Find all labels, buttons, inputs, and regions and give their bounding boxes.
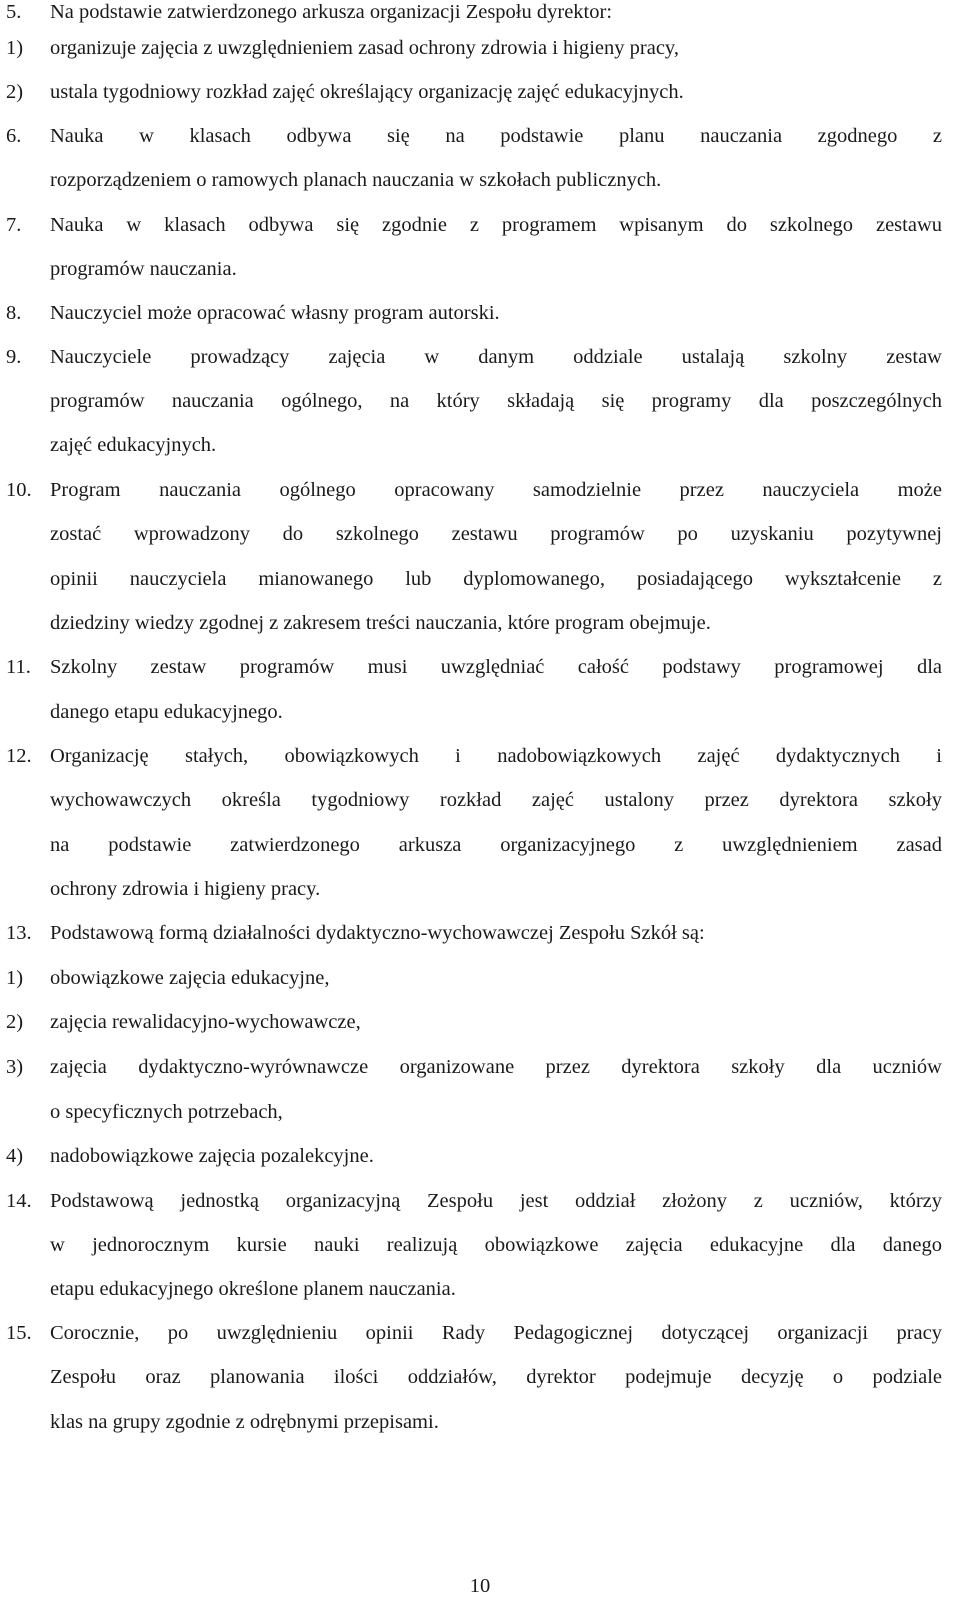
item-text: na podstawie zatwierdzonego arkusza organizacyjnego z uwzględnieniem zasad (50, 834, 942, 856)
item-text: Podstawową formą działalności dydaktyczno-wychowawczej Zespołu Szkół są: (50, 922, 705, 944)
item-number: 2) (6, 1011, 24, 1033)
item-number: 10. (6, 479, 32, 501)
item-text: zajęcia rewalidacyjno-wychowawcze, (50, 1011, 361, 1033)
item-number: 7. (6, 214, 22, 236)
item-text: Corocznie, po uwzględnieniu opinii Rady Pedagogicznej dotyczącej organizacji pracy (50, 1322, 942, 1344)
item-number: 9. (6, 346, 22, 368)
item-text: programów nauczania. (50, 258, 237, 280)
item-text: wychowawczych określa tygodniowy rozkład zajęć ustalony przez dyrektora szkoły (50, 789, 942, 811)
item-text: klas na grupy zgodnie z odrębnymi przepisami. (50, 1411, 439, 1433)
item-number: 1) (6, 37, 24, 59)
item-text: zostać wprowadzony do szkolnego zestawu programów po uzyskaniu pozytywnej (50, 523, 942, 545)
item-text: nadobowiązkowe zajęcia pozalekcyjne. (50, 1145, 374, 1167)
item-text: danego etapu edukacyjnego. (50, 701, 283, 723)
item-text: etapu edukacyjnego określone planem nauczania. (50, 1278, 456, 1300)
item-text: dziedziny wiedzy zgodnej z zakresem treści nauczania, które program obejmuje. (50, 612, 711, 634)
item-number: 11. (6, 656, 31, 678)
item-text: w jednorocznym kursie nauki realizują obowiązkowe zajęcia edukacyjne dla danego (50, 1234, 942, 1256)
item-text: ochrony zdrowia i higieny pracy. (50, 878, 321, 900)
item-text: Organizację stałych, obowiązkowych i nadobowiązkowych zajęć dydaktycznych i (50, 745, 942, 767)
item-number: 5. (6, 1, 22, 23)
item-text: rozporządzeniem o ramowych planach nauczania w szkołach publicznych. (50, 169, 662, 191)
item-text: o specyficznych potrzebach, (50, 1101, 283, 1123)
item-number: 14. (6, 1190, 32, 1212)
item-text: Podstawową jednostką organizacyjną Zespołu jest oddział złożony z uczniów, którzy (50, 1190, 942, 1212)
item-number: 6. (6, 125, 22, 147)
item-number: 15. (6, 1322, 32, 1344)
item-number: 8. (6, 302, 22, 324)
item-text: zajęcia dydaktyczno-wyrównawcze organizowane przez dyrektora szkoły dla uczniów (50, 1056, 942, 1078)
item-text: ustala tygodniowy rozkład zajęć określający organizację zajęć edukacyjnych. (50, 81, 684, 103)
item-text: opinii nauczyciela mianowanego lub dyplomowanego, posiadającego wykształcenie z (50, 568, 942, 590)
item-text: Nauczyciele prowadzący zajęcia w danym oddziale ustalają szkolny zestaw (50, 346, 942, 368)
item-text: Szkolny zestaw programów musi uwzględniać całość podstawy programowej dla (50, 656, 942, 678)
item-text: organizuje zajęcia z uwzględnieniem zasad ochrony zdrowia i higieny pracy, (50, 37, 679, 59)
item-text: Na podstawie zatwierdzonego arkusza organizacji Zespołu dyrektor: (50, 1, 613, 23)
item-number: 1) (6, 967, 24, 989)
item-text: Program nauczania ogólnego opracowany samodzielnie przez nauczyciela może (50, 479, 942, 501)
item-text: Zespołu oraz planowania ilości oddziałów, dyrektor podejmuje decyzję o podziale (50, 1366, 942, 1388)
item-text: Nauka w klasach odbywa się na podstawie planu nauczania zgodnego z (50, 125, 942, 147)
item-number: 13. (6, 922, 32, 944)
item-number: 12. (6, 745, 32, 767)
item-text: Nauczyciel może opracować własny program autorski. (50, 302, 500, 324)
item-number: 2) (6, 81, 24, 103)
item-text: programów nauczania ogólnego, na który składają się programy dla poszczególnych (50, 390, 942, 412)
item-text: Nauka w klasach odbywa się zgodnie z programem wpisanym do szkolnego zestawu (50, 214, 942, 236)
item-number: 3) (6, 1056, 24, 1078)
item-text: obowiązkowe zajęcia edukacyjne, (50, 967, 330, 989)
page-number: 10 (469, 1575, 491, 1597)
item-text: zajęć edukacyjnych. (50, 434, 217, 456)
item-number: 4) (6, 1145, 24, 1167)
